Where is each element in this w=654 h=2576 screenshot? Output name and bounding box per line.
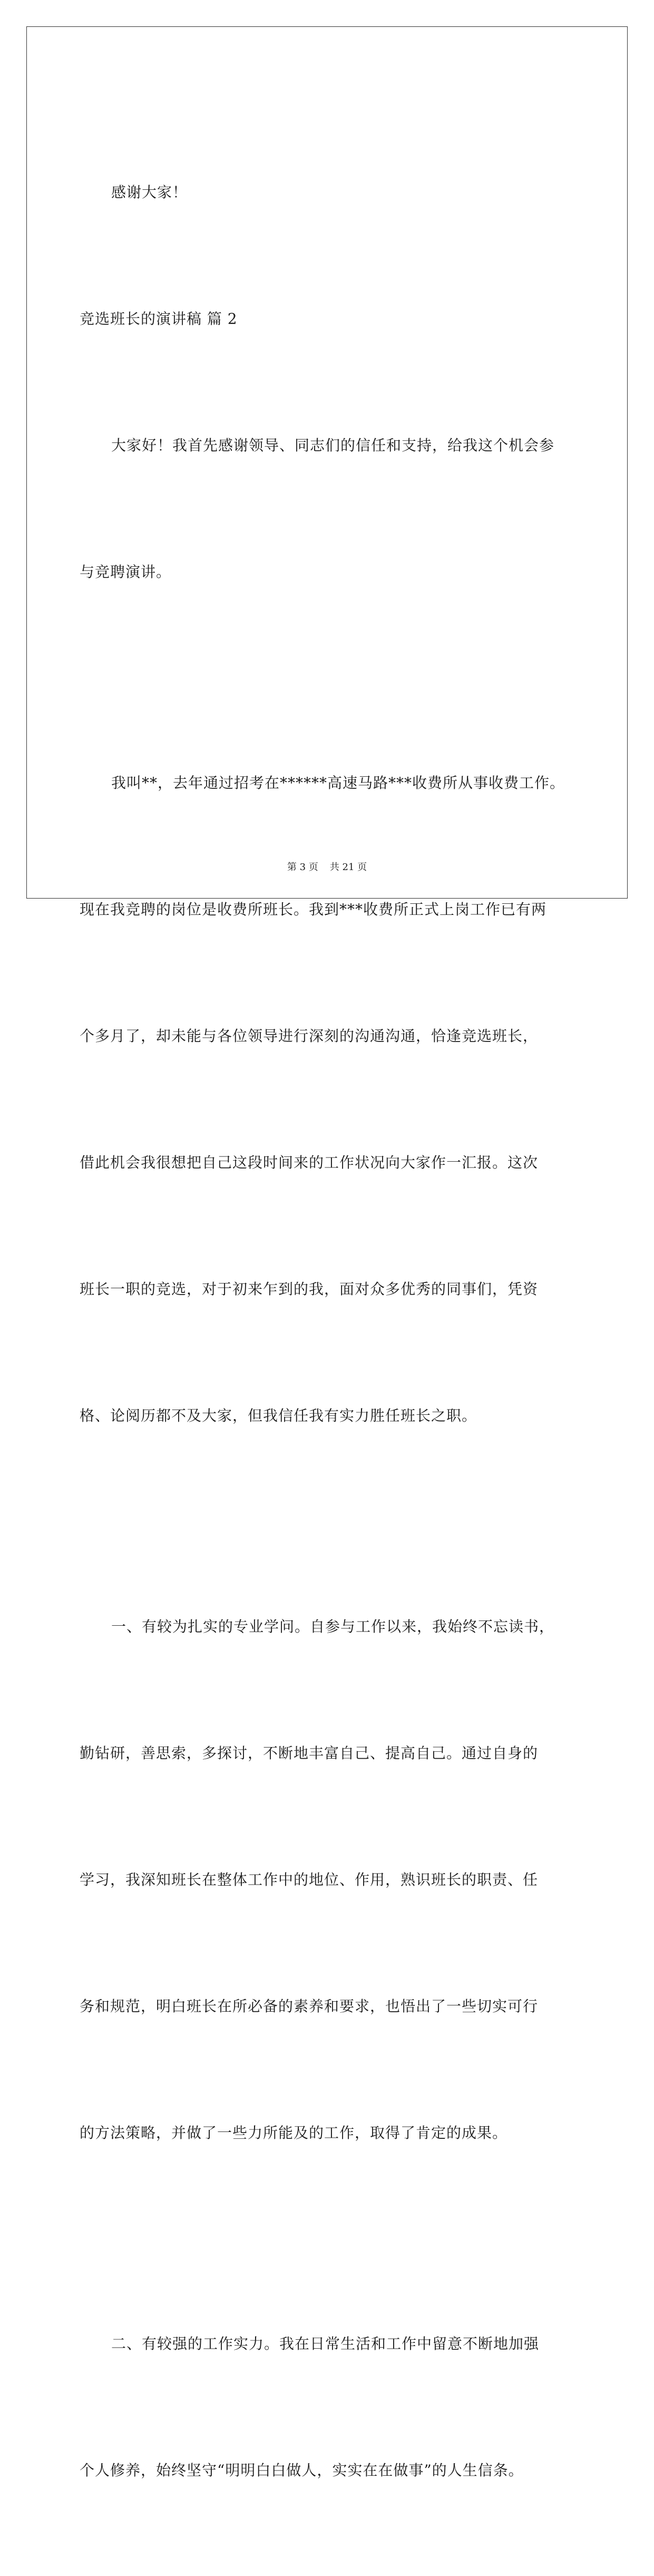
text-line: 我叫**，去年通过招考在******高速马路***收费所从事收费工作。 xyxy=(111,774,565,792)
paragraph-greeting xyxy=(80,340,575,678)
page-footer xyxy=(0,860,654,873)
text-line: 个人修养，始终坚守“明明白白做人，实实在在做事”的人生信条。 xyxy=(80,2462,524,2479)
text-line: 大家好！我首先感谢领导、同志们的信任和支持，给我这个机会参 xyxy=(111,437,555,454)
text-line: 勤钻研，善思索，多探讨，不断地丰富自己、提高自己。通过自身的 xyxy=(80,1744,539,1762)
document-body xyxy=(80,87,575,2576)
text-line: 一、有较为扎实的专业学问。自参与工作以来，我始终不忘读书， xyxy=(111,1618,555,1635)
text-line: 现在我竞聘的岗位是收费所班长。我到***收费所正式上岗工作已有两 xyxy=(80,901,547,918)
text-line: 格、论阅历都不及大家，但我信任我有实力胜任班长之职。 xyxy=(80,1407,477,1424)
paragraph-point-two xyxy=(80,2239,575,2576)
page-number: 第 3 页 xyxy=(287,862,318,873)
paragraph-introduction xyxy=(80,678,575,1521)
text-line: 务和规范，明白班长在所必备的素养和要求，也悟出了一些切实可行 xyxy=(80,1998,539,2015)
paragraph-point-one xyxy=(80,1521,575,2239)
text-line: 感谢大家！ xyxy=(111,184,188,201)
section-heading xyxy=(80,298,575,340)
text-line: 学习，我深知班长在整体工作中的地位、作用，熟识班长的职责、任 xyxy=(80,1871,539,1888)
text-line: 的方法策略，并做了一些力所能及的工作，取得了肯定的成果。 xyxy=(80,2124,508,2141)
text-line: 二、有较强的工作实力。我在日常生活和工作中留意不断地加强 xyxy=(111,2335,540,2352)
paragraph-thanks xyxy=(80,87,575,298)
text-line: 个多月了，却未能与各位领导进行深刻的沟通沟通，恰逢竞选班长， xyxy=(80,1027,539,1045)
text-line: 与竞聘演讲。 xyxy=(80,563,172,581)
text-line: 借此机会我很想把自己这段时间来的工作状况向大家作一汇报。这次 xyxy=(80,1154,539,1171)
page-total: 共 21 页 xyxy=(329,862,367,873)
text-line: 班长一职的竞选，对于初来乍到的我，面对众多优秀的同事们，凭资 xyxy=(80,1280,539,1298)
text-line: 竞选班长的演讲稿 篇 2 xyxy=(80,310,238,327)
